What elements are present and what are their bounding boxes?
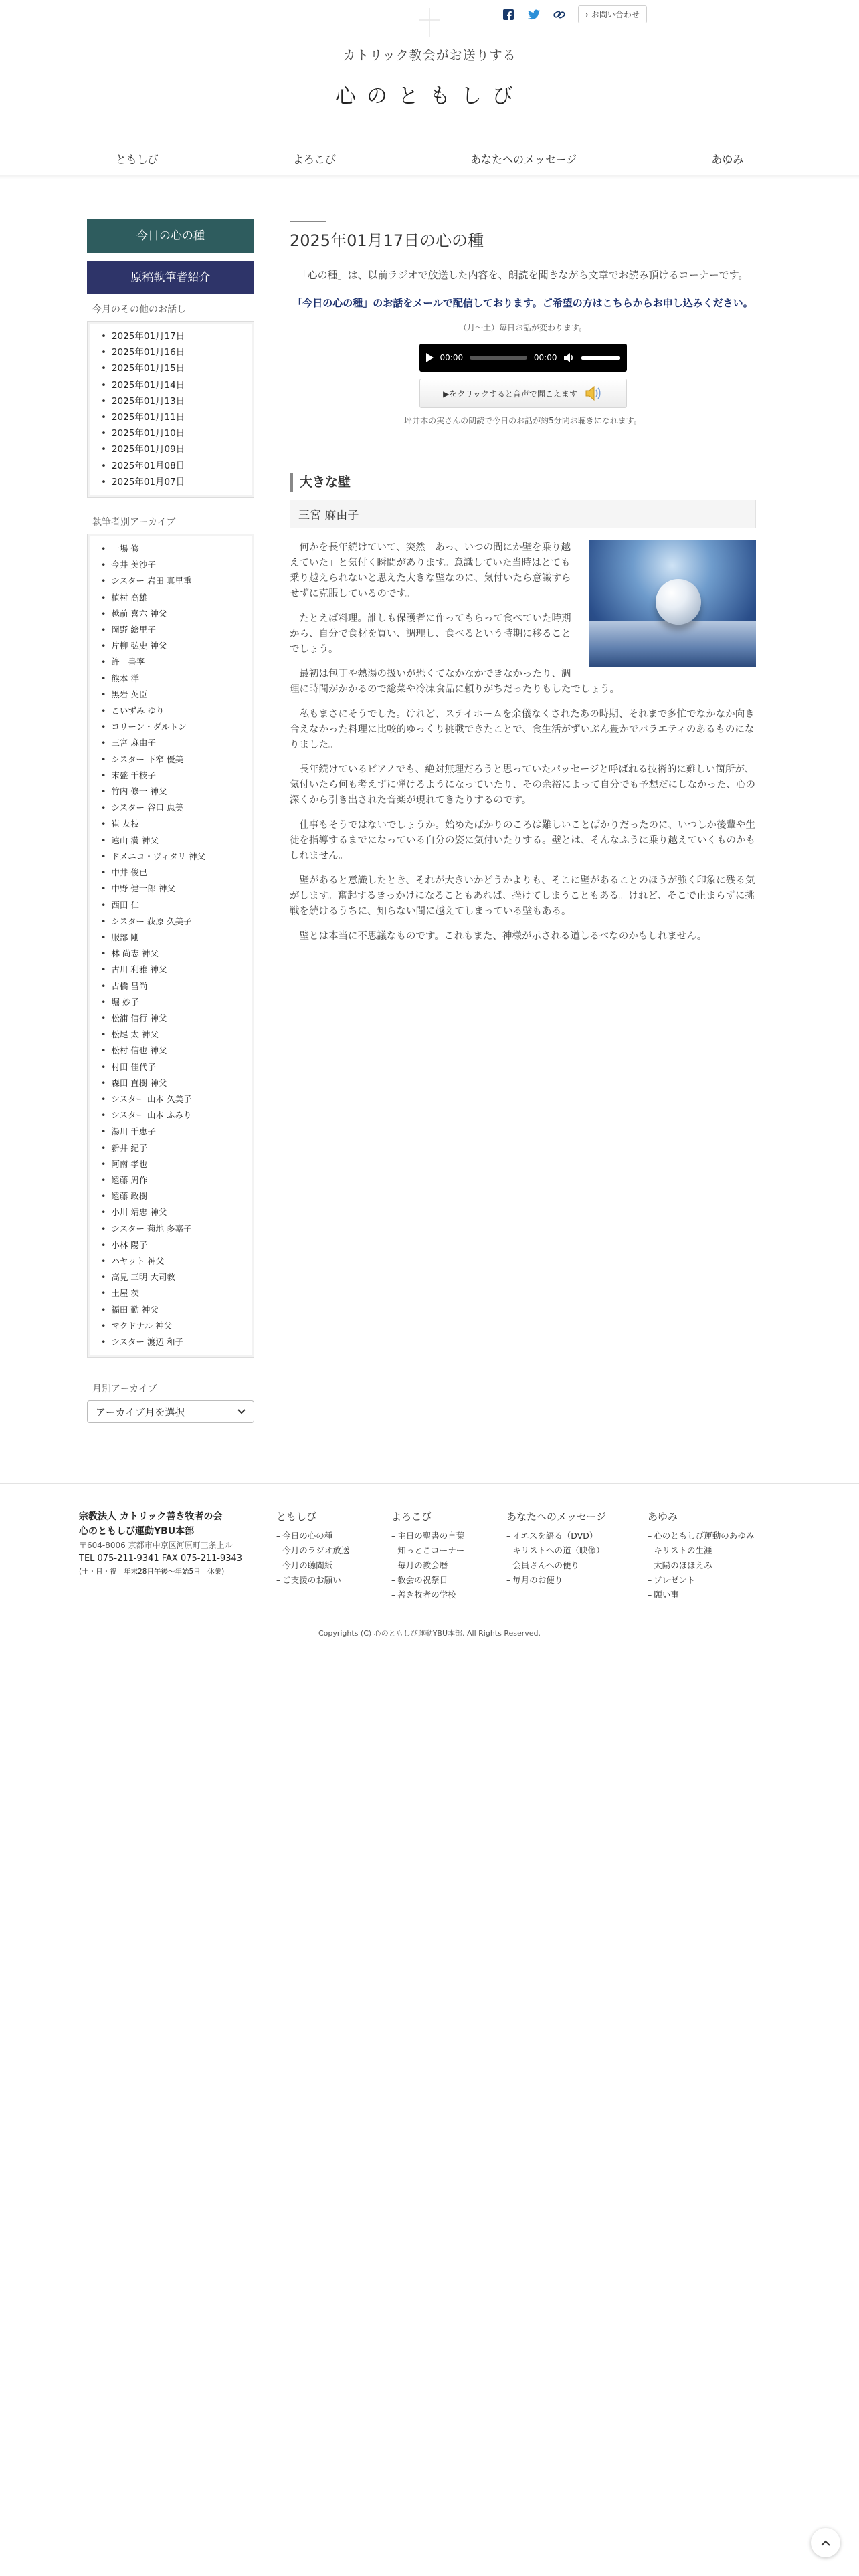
today-seed-button[interactable]: 今日の心の種: [87, 219, 254, 253]
nav-item-message[interactable]: あなたへのメッセージ: [470, 153, 577, 166]
twitter-icon[interactable]: [527, 8, 541, 21]
author-list-item[interactable]: • 松尾 太 神父: [101, 1027, 246, 1043]
author-list-item[interactable]: • 熊本 洋: [101, 671, 246, 687]
story-paragraph: 仕事もそうではないでしょうか。始めたばかりのころは難しいことばかりだったのに、いつしか後輩や生徒を指導するまでになっている自分の姿に気付いたりする。壁とは、そんなふうに乗り越えていくものかもしれません。: [290, 820, 755, 861]
footer-column: [276, 1509, 349, 1588]
footer-column-heading[interactable]: よろこび: [391, 1511, 432, 1523]
org-name-2: 心のともしび運動YBU本部: [79, 1526, 195, 1537]
author-list-item[interactable]: • ハヤット 神父: [101, 1253, 246, 1269]
archive-select-value: アーカイブ月を選択: [96, 1406, 185, 1418]
author-list-item[interactable]: • 福田 勤 神父: [101, 1302, 246, 1318]
footer-link[interactable]: – 教会の祝祭日: [391, 1573, 464, 1588]
author-list-item[interactable]: • 植村 高雄: [101, 590, 246, 606]
author-list-item[interactable]: • 崔 友枝: [101, 816, 246, 832]
listen-button[interactable]: [419, 379, 627, 408]
author-list-item[interactable]: • 服部 剛: [101, 930, 246, 946]
author-list-item[interactable]: • 小川 靖忠 神父: [101, 1204, 246, 1220]
nav-item-ayumi[interactable]: あゆみ: [711, 153, 744, 166]
footer-link[interactable]: – キリストの生涯: [648, 1543, 754, 1558]
author-list-item[interactable]: • 古川 利雅 神父: [101, 962, 246, 978]
footer-column-heading[interactable]: ともしび: [276, 1511, 317, 1523]
footer-column-heading[interactable]: あゆみ: [648, 1511, 678, 1523]
org-hours: (土・日・祝 年末28日午後〜年始5日 休業): [79, 1568, 225, 1576]
author-list-item[interactable]: • 片柳 弘史 神父: [101, 638, 246, 654]
author-list-item[interactable]: • 村田 佳代子: [101, 1059, 246, 1075]
footer-link[interactable]: – 毎月のお便り: [506, 1573, 606, 1588]
chevron-up-icon: [821, 2540, 830, 2546]
author-list-item[interactable]: • シスター 菊地 多嘉子: [101, 1221, 246, 1237]
mail-signup-link[interactable]: 「今日の心の種」のお話をメールで配信しております。ご希望の方はこちらからお申し込みください。: [292, 297, 753, 309]
author-list-item[interactable]: • 中野 健一郎 神父: [101, 881, 246, 897]
chevron-right-icon: ›: [585, 9, 589, 19]
nav-item-yorokobi[interactable]: よろこび: [292, 153, 336, 166]
site-header: [0, 0, 859, 144]
author-list-item[interactable]: • シスター 荻原 久美子: [101, 914, 246, 930]
date-list-item[interactable]: • 2025年01月07日: [101, 474, 246, 490]
org-name-1: 宗教法人 カトリック善き牧者の会: [79, 1511, 223, 1522]
volume-slider[interactable]: [581, 356, 620, 360]
author-list-item[interactable]: • 遠藤 周作: [101, 1172, 246, 1188]
date-list-item[interactable]: • 2025年01月15日: [101, 360, 246, 377]
author-list-item[interactable]: • 一場 修: [101, 541, 246, 557]
social-bar: [502, 5, 647, 23]
site-footer: [0, 1483, 859, 1657]
author-list-item[interactable]: • 森田 直樹 神父: [101, 1075, 246, 1091]
footer-link[interactable]: – 会員さんへの便り: [506, 1558, 606, 1573]
author-list-item[interactable]: • マクドナル 神父: [101, 1318, 246, 1334]
author-list-item[interactable]: • 遠山 満 神父: [101, 833, 246, 849]
author-list-item[interactable]: • 今井 美沙子: [101, 557, 246, 573]
contact-label: お問い合わせ: [591, 10, 640, 19]
title-rule: [290, 221, 326, 222]
sidebar: [87, 219, 254, 1423]
footer-link[interactable]: – 心のともしび運動のあゆみ: [648, 1529, 754, 1543]
footer-link[interactable]: – イエスを語る（DVD）: [506, 1529, 606, 1543]
author-list-item[interactable]: • 高見 三明 大司教: [101, 1269, 246, 1285]
author-list-item[interactable]: • 古橋 昌尚: [101, 978, 246, 994]
facebook-icon[interactable]: [502, 8, 515, 21]
author-list-item[interactable]: • 阿南 孝也: [101, 1156, 246, 1172]
author-list-item[interactable]: • シスター 渡辺 和子: [101, 1334, 246, 1350]
author-list-item[interactable]: • 堀 妙子: [101, 994, 246, 1010]
cross-icon: [415, 8, 444, 37]
org-address: 〒604-8006 京都市中京区河原町三条上ル: [79, 1541, 233, 1550]
date-list-item[interactable]: • 2025年01月08日: [101, 458, 246, 474]
chevron-down-icon: [237, 1409, 246, 1414]
author-list-item[interactable]: • 遠藤 政樹: [101, 1188, 246, 1204]
author-list-item[interactable]: • 新井 紀子: [101, 1140, 246, 1156]
footer-column: [648, 1509, 754, 1602]
footer-link[interactable]: – 主日の聖書の言葉: [391, 1529, 464, 1543]
main-content: [290, 221, 756, 954]
footer-link[interactable]: – 今月のラジオ放送: [276, 1543, 349, 1558]
author-list-item[interactable]: • ドメニコ・ヴィタリ 神父: [101, 849, 246, 865]
footer-link[interactable]: – 善き牧者の学校: [391, 1588, 464, 1602]
intro-text: 「心の種」は、以前ラジオで放送した内容を、朗読を聞きながら文章でお読み頂けるコーナーです。: [297, 269, 749, 281]
footer-link[interactable]: – 今月の聴聞紙: [276, 1558, 349, 1573]
nav-divider: [0, 175, 859, 179]
footer-column: [506, 1509, 606, 1588]
author-list-item[interactable]: • 三宮 麻由子: [101, 735, 246, 751]
author-list-item[interactable]: • 許 書寧: [101, 654, 246, 670]
date-list-item[interactable]: • 2025年01月16日: [101, 344, 246, 360]
date-list: [101, 328, 246, 490]
site-subtitle: カトリック教会がお送りする: [343, 48, 516, 63]
date-list-item[interactable]: • 2025年01月10日: [101, 425, 246, 441]
footer-link[interactable]: – キリストへの道（映像）: [506, 1543, 606, 1558]
speaker-icon: [585, 386, 603, 401]
date-list-item[interactable]: • 2025年01月14日: [101, 377, 246, 393]
author-list-item[interactable]: • シスター 岩田 真里重: [101, 573, 246, 589]
author-archive-heading: 執筆者別アーカイブ: [92, 517, 176, 528]
player-seek-bar[interactable]: [470, 356, 527, 360]
main-nav: [0, 146, 859, 175]
footer-link[interactable]: – 今日の心の種: [276, 1529, 349, 1543]
author-list-item[interactable]: • シスター 下窄 優美: [101, 752, 246, 768]
author-list-item[interactable]: • 西田 仁: [101, 897, 246, 914]
footer-org: [79, 1509, 260, 1578]
story-paragraph: 長年続けているピアノでも、絶対無理だろうと思っていたパッセージと呼ばれる技術的に難しい箇所が、気付いたら何も考えずに弾けるようになっていたり、その余裕によって自分でも予想だにしなかった、心の深くから引き出された音楽が現れてきたりするのです。: [290, 764, 755, 806]
story-paragraph: 何かを長年続けていて、突然「あっ、いつの間にか壁を乗り越えていた」と気付く瞬間があります。意識していた当時はとても乗り越えられないと思えた大きな壁なのに、気付いたら意識すらせずに克服しているのです。: [290, 542, 571, 599]
author-list-item[interactable]: • こいずみ ゆり: [101, 703, 246, 719]
schedule-note: （月〜土）毎日お話が変わります。: [458, 323, 587, 332]
author-list-item[interactable]: • 林 尚志 神父: [101, 946, 246, 962]
date-list-item[interactable]: • 2025年01月13日: [101, 393, 246, 409]
author-list-item[interactable]: • 越前 喜六 神父: [101, 606, 246, 622]
author-list-item[interactable]: • シスター 山本 ふみり: [101, 1107, 246, 1123]
author-list-item[interactable]: • シスター 谷口 恵美: [101, 800, 246, 816]
author-list-item[interactable]: • コリーン・ダルトン: [101, 719, 246, 735]
footer-link[interactable]: – 太陽のほほえみ: [648, 1558, 754, 1573]
monthly-archive-heading: 月別アーカイブ: [92, 1384, 157, 1395]
copyright: Copyrights (C) 心のともしび運動YBU本部. All Rights Reserved.: [318, 1629, 541, 1638]
archive-month-select[interactable]: [87, 1400, 254, 1423]
back-to-top-button[interactable]: [811, 2528, 840, 2557]
volume-icon[interactable]: [564, 353, 575, 362]
author-list-item[interactable]: • 松浦 信行 神父: [101, 1010, 246, 1027]
play-icon[interactable]: [426, 353, 434, 362]
date-list-box: [87, 321, 254, 498]
footer-link[interactable]: – 知っとこコーナー: [391, 1543, 464, 1558]
author-list-box: [87, 534, 254, 1358]
link-icon[interactable]: [553, 8, 566, 21]
author-list-item[interactable]: • 中井 俊已: [101, 865, 246, 881]
story-paragraph: 最初は包丁や熱湯の扱いが恐くてなかなかできなかったり、調理に時間がかかるので総菜や冷凍食品に頼りがちだったりもしたでしょう。: [290, 669, 619, 695]
frozen-bubble-photo: [589, 540, 756, 667]
author-list-item[interactable]: • 末盛 千枝子: [101, 768, 246, 784]
nav-item-tomoshibi[interactable]: ともしび: [115, 153, 159, 166]
author-list-item[interactable]: • 湯川 千恵子: [101, 1123, 246, 1140]
listen-label: ▶をクリックすると音声で聞こえます: [443, 389, 577, 399]
footer-column-heading[interactable]: あなたへのメッセージ: [506, 1511, 607, 1523]
contact-button[interactable]: [578, 5, 647, 23]
author-list: [101, 541, 246, 1350]
footer-link[interactable]: – ご支援のお願い: [276, 1573, 349, 1588]
date-list-item[interactable]: • 2025年01月11日: [101, 409, 246, 425]
story-paragraph: 壁とは本当に不思議なものです。これもまた、神様が示される道しるべなのかもしれません。: [299, 931, 707, 942]
site-title[interactable]: 心のともしび: [335, 84, 524, 108]
author-list-item[interactable]: • 土屋 茨: [101, 1285, 246, 1301]
story-paragraph: たとえば料理。誰しも保護者に作ってもらって食べていた時期から、自分で食材を買い、調理し、食べるという時期に移ることでしょう。: [290, 613, 571, 655]
footer-link[interactable]: – プレゼント: [648, 1573, 754, 1588]
story-paragraph: 私もまさにそうでした。けれど、ステイホームを余儀なくされたあの時期、それまで多忙でなかなか向き合えなかった料理に比較的ゆっくり挑戦できたことで、食生活がずいぶん豊かでバラエティのあるものになりました。: [290, 709, 755, 750]
author-list-item[interactable]: • 岡野 絵里子: [101, 622, 246, 638]
author-list-item[interactable]: • 竹内 修一 神父: [101, 784, 246, 800]
audio-player: [419, 344, 627, 372]
player-total-time: 00:00: [533, 353, 557, 362]
author-list-item[interactable]: • 黒岩 英臣: [101, 687, 246, 703]
story-body: [290, 540, 756, 944]
footer-link[interactable]: – 願い事: [648, 1588, 754, 1602]
page-title: 2025年01月17日の心の種: [290, 231, 484, 250]
author-list-item[interactable]: • 松村 信也 神父: [101, 1043, 246, 1059]
player-current-time: 00:00: [440, 353, 464, 362]
other-stories-heading: 今月のその他のお話し: [92, 304, 186, 315]
date-list-item[interactable]: • 2025年01月17日: [101, 328, 246, 344]
author-list-item[interactable]: • 小林 陽子: [101, 1237, 246, 1253]
date-list-item[interactable]: • 2025年01月09日: [101, 441, 246, 457]
reading-note: 坪井木の実さんの朗読で今日のお話が約5分間お聴きになれます。: [404, 416, 642, 425]
story-title: 大きな壁: [290, 473, 756, 492]
footer-link[interactable]: – 毎月の教会暦: [391, 1558, 464, 1573]
footer-column: [391, 1509, 464, 1602]
story-author: 三宮 麻由子: [290, 500, 756, 528]
org-tel: TEL 075-211-9341 FAX 075-211-9343: [79, 1553, 243, 1564]
author-list-item[interactable]: • シスター 山本 久美子: [101, 1091, 246, 1107]
story-paragraph: 壁があると意識したとき、それが大きいかどうかよりも、そこに壁があることのほうが強く印象に残る気がします。奮起するきっかけになることもあれば、挫けてしまうこともある。けれど、そこで止まらずに挑戦を続けるうちに、知らない間に越えてしまっている壁もある。: [290, 875, 755, 917]
authors-intro-button[interactable]: 原稿執筆者紹介: [87, 261, 254, 294]
